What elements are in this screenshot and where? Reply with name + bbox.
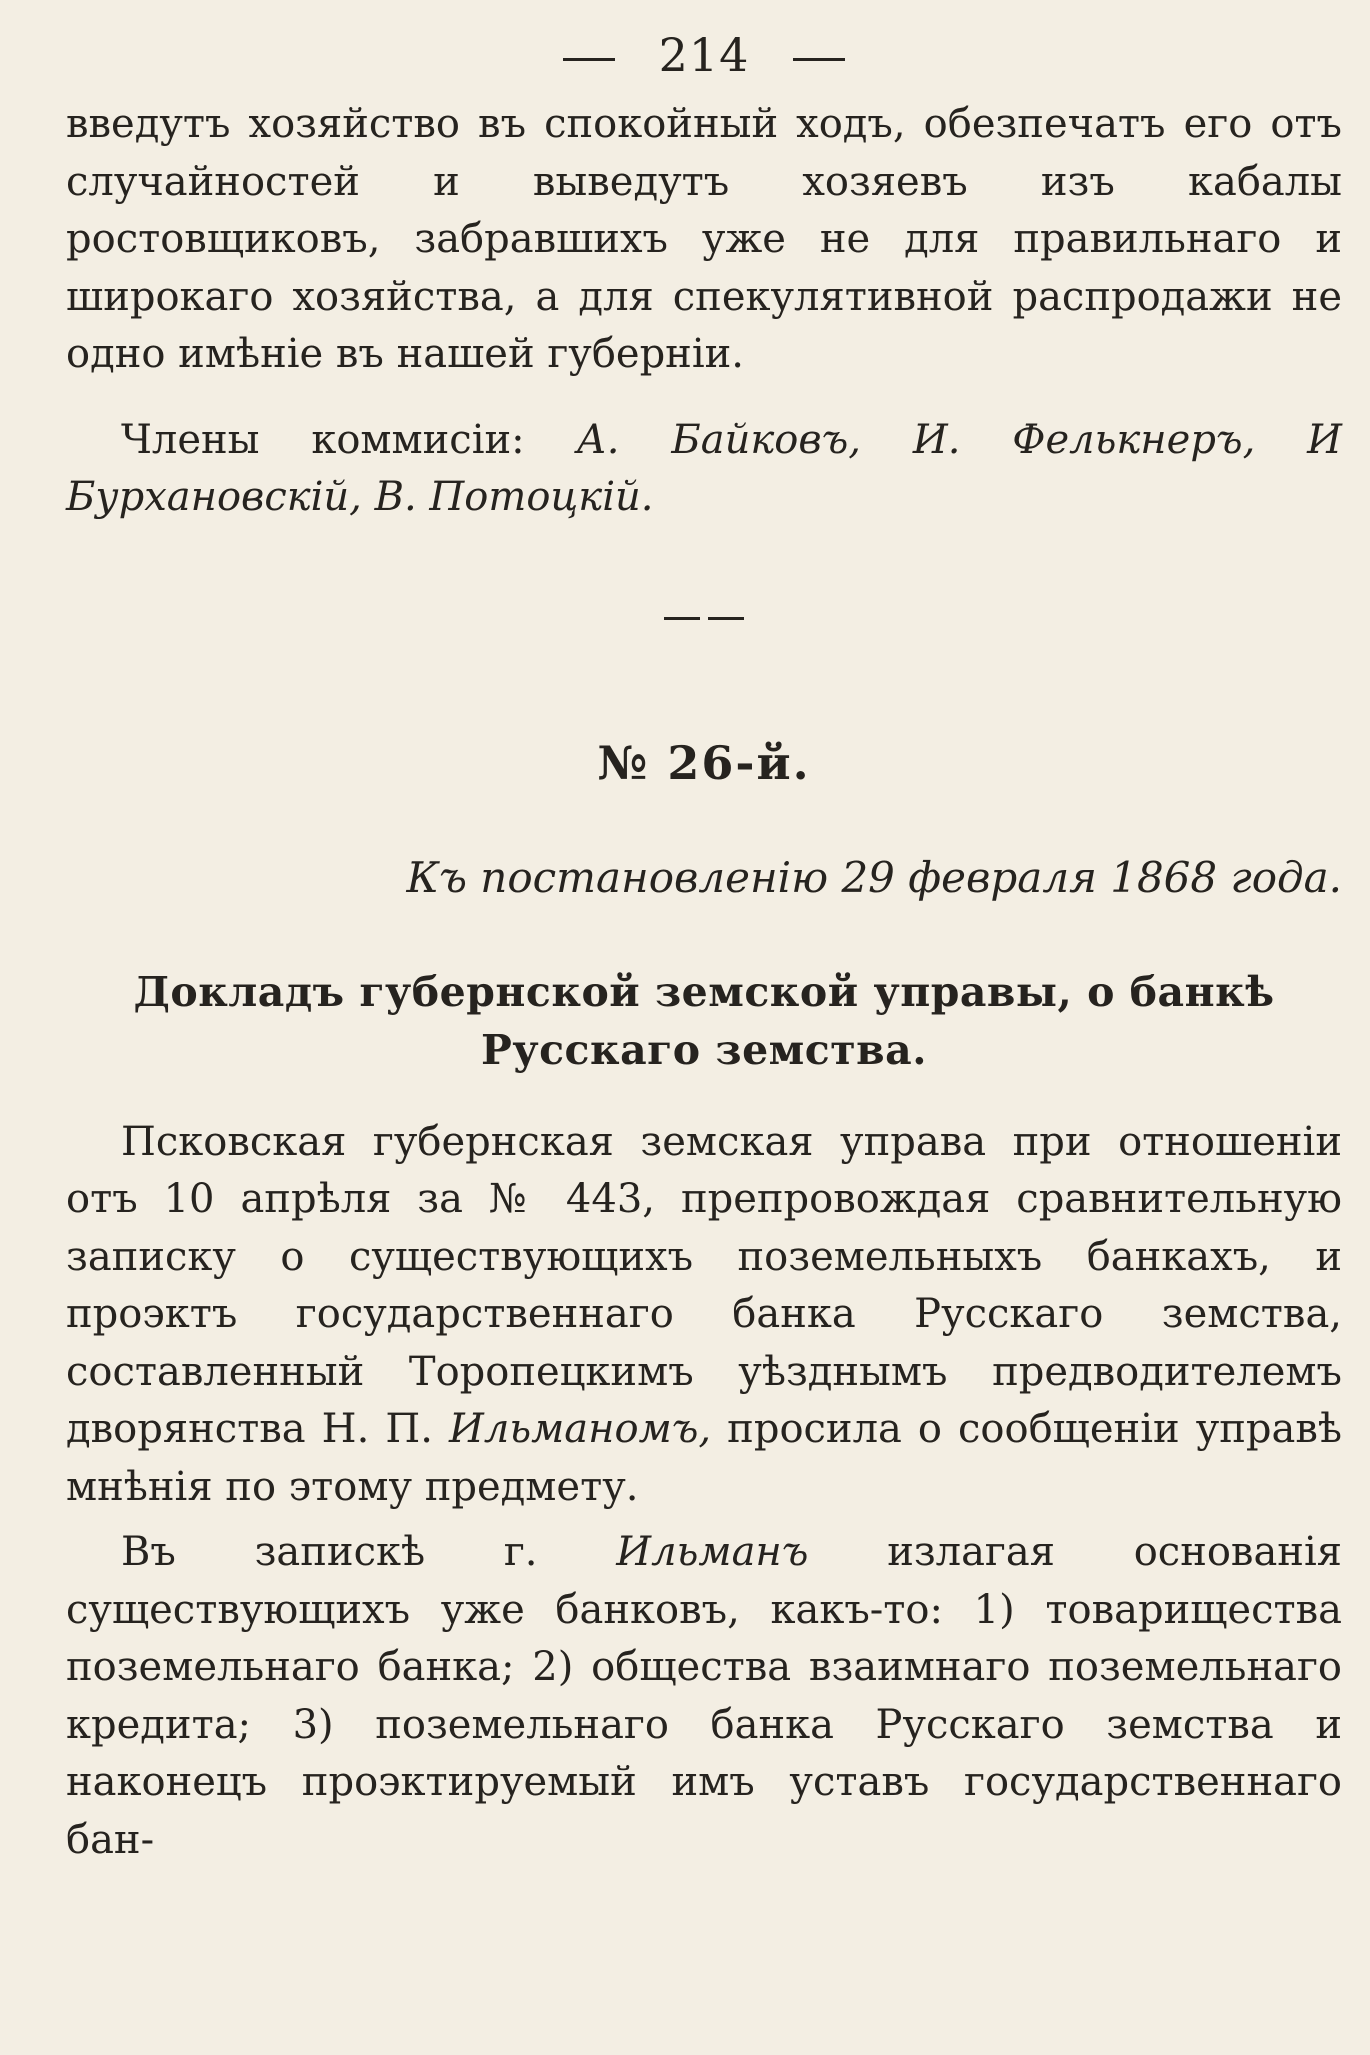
members-label: Члены коммисіи: [121, 416, 525, 463]
report-title-line-1: Докладъ губернской земской управы, о банкѣ [133, 967, 1275, 1016]
header-dash-right [793, 58, 845, 61]
paragraph-ilman-note: Въ запискѣ г. Ильманъ излагая основанія существующихъ уже банковъ, какъ-то: 1) товарищества поземельнаго банка; 2) общества взаимнаго поземельнаго кредита; 3) поземельнаго банка Русскаго земства и наконецъ проэктируемый имъ уставъ государственнаго бан- [66, 1529, 1342, 1863]
document-page [66, 20, 1342, 2040]
commission-members [66, 412, 1342, 527]
section-separator [664, 617, 744, 623]
report-title [66, 963, 1342, 1079]
members-names: А. Байковъ, И. Фелькнеръ, И Бурхановскій, В. Потоцкій. [66, 416, 1343, 520]
paragraph-pskov-board: Псковская губернская земская управа при отношеніи отъ 10 апрѣля за № 443, препровождая сравнительную записку о существующихъ поземельныхъ банкахъ, и проэктъ государственнаго банка Русскаго земства, составленный Торопецкимъ уѣзднымъ предводителемъ дворянства Н. П. Ильманомъ, просила о сообщеніи управѣ мнѣнія по этому предмету. [66, 1118, 1342, 1510]
header-dash-left [563, 58, 615, 61]
person-name-ilman: Ильманомъ, [449, 1406, 712, 1452]
person-name-ilman-2: Ильманъ [616, 1529, 809, 1575]
paragraph-continuation: введутъ хозяйство въ спокойный ходъ, обезпечатъ его отъ случайностей и выведутъ хозяевъ изъ кабалы ростовщиковъ, забравшихъ уже не для правильнаго и широкаго хозяйства, а для спекулятивной распродажи не одно имѣніе въ нашей губерніи. [66, 101, 1342, 377]
document-number: № 26-й. [597, 735, 811, 790]
report-body [66, 1114, 1342, 1870]
report-title-line-2: Русскаго земства. [481, 1025, 927, 1074]
page-number: 214 [658, 28, 750, 82]
page-header [66, 20, 1342, 96]
resolution-reference: Къ постановленію 29 февраля 1868 года. [406, 852, 1342, 902]
